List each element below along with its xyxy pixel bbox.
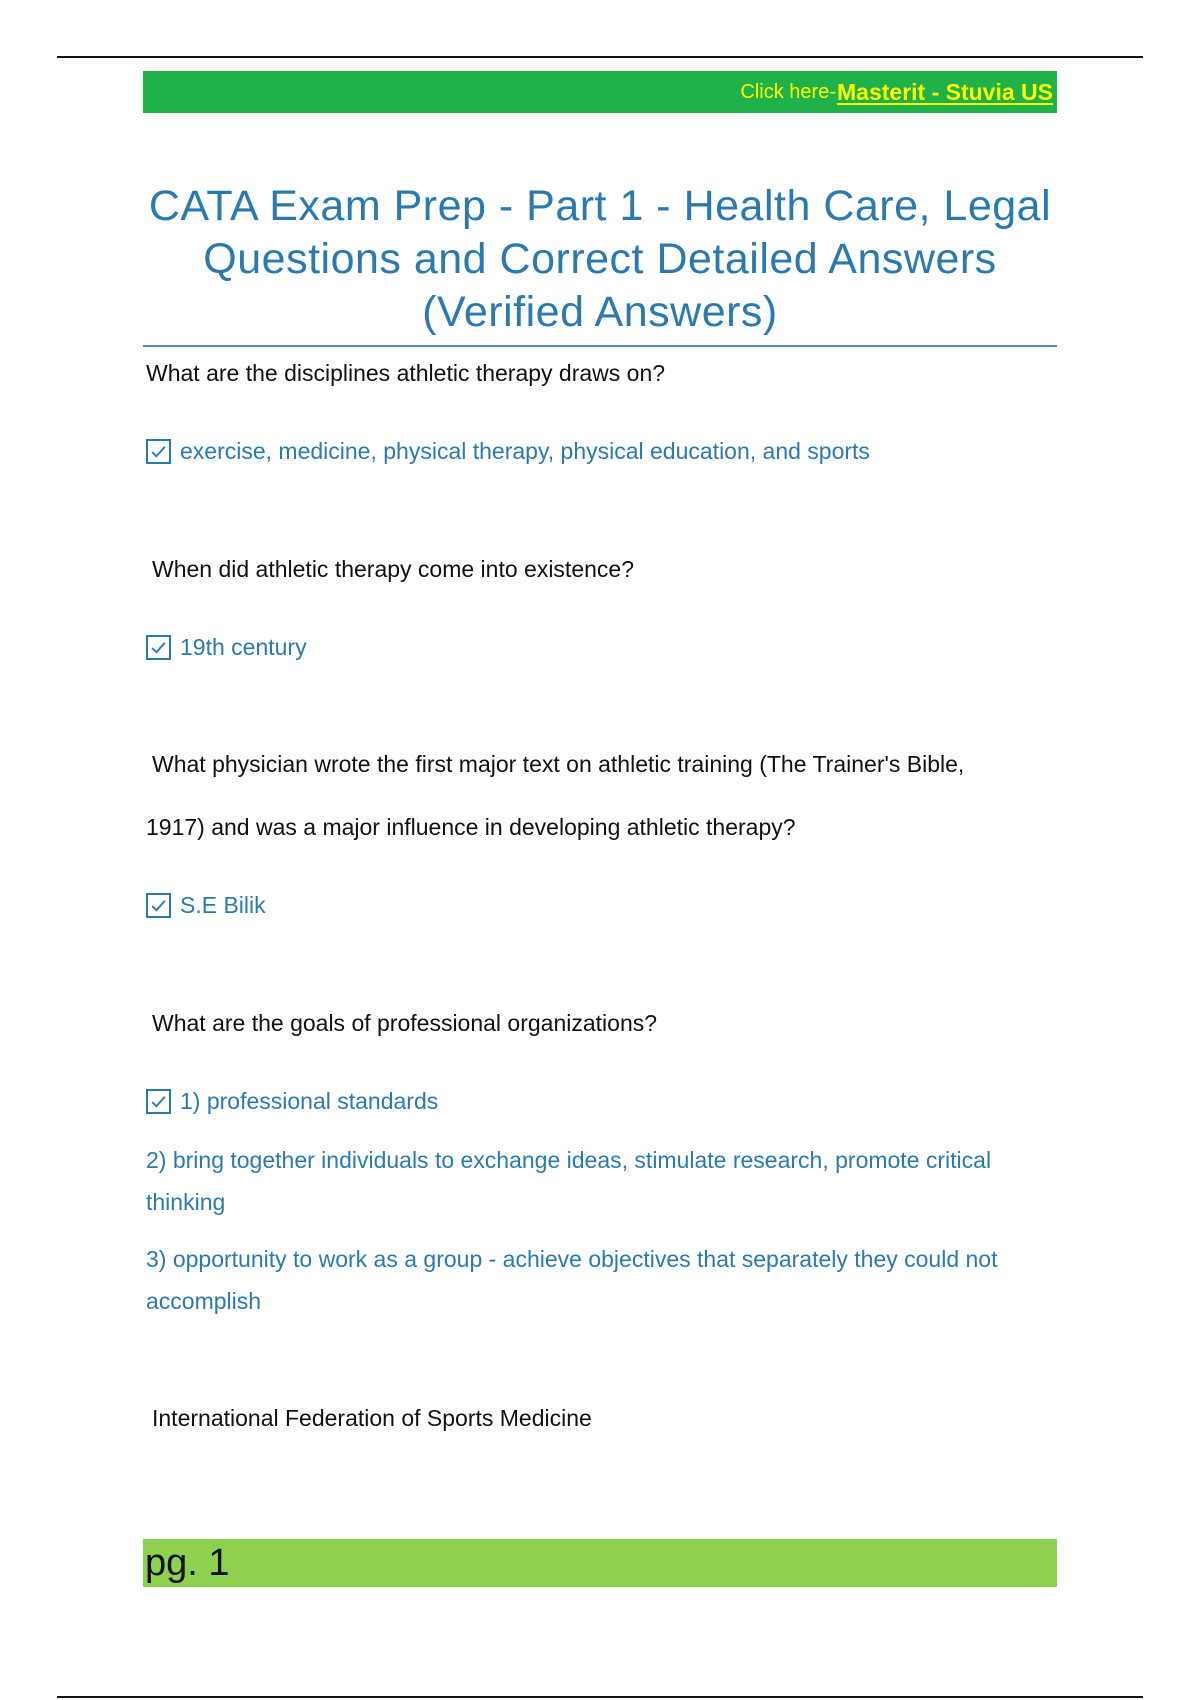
promo-banner	[143, 71, 1057, 113]
answer-4-item-1-text: 1) professional standards	[180, 1088, 439, 1114]
title-line-3: (Verified Answers)	[422, 288, 778, 336]
bottom-divider	[57, 1696, 1143, 1698]
masterit-stuvia-link[interactable]: Masterit - Stuvia US	[837, 78, 1053, 105]
answer-4-item-3-line-2: accomplish	[146, 1288, 262, 1314]
banner-prefix: Click here-	[740, 80, 836, 103]
question-3-line-1: What physician wrote the first major text on athletic training (The Trainer's Bible,	[152, 751, 965, 777]
checkbox-checked-icon	[146, 1089, 171, 1114]
answer-1	[146, 438, 870, 465]
answer-3	[146, 892, 266, 919]
answer-4-item-3-line-1: 3) opportunity to work as a group - achieve objectives that separately they could not	[146, 1246, 998, 1272]
checkbox-checked-icon	[146, 439, 171, 464]
answer-2	[146, 634, 307, 661]
page-footer-bar	[143, 1539, 1057, 1587]
answer-4-item-2-line-1: 2) bring together individuals to exchange ideas, stimulate research, promote critical	[146, 1147, 992, 1173]
question-3-line-2: 1917) and was a major influence in developing athletic therapy?	[146, 814, 796, 840]
answer-1-text: exercise, medicine, physical therapy, physical education, and sports	[180, 438, 870, 464]
title-line-1: CATA Exam Prep - Part 1 - Health Care, Legal	[148, 182, 1052, 230]
question-5: International Federation of Sports Medicine	[152, 1405, 592, 1431]
answer-2-text: 19th century	[180, 634, 307, 660]
answer-4-item-1	[146, 1088, 438, 1115]
question-1: What are the disciplines athletic therapy draws on?	[146, 360, 666, 386]
top-divider	[57, 56, 1143, 58]
document-title	[143, 180, 1057, 339]
answer-4-item-2-line-2: thinking	[146, 1189, 226, 1215]
question-4: What are the goals of professional organizations?	[152, 1010, 658, 1036]
title-underline	[143, 345, 1057, 347]
checkbox-checked-icon	[146, 635, 171, 660]
question-2: When did athletic therapy come into existence?	[152, 556, 634, 582]
checkbox-checked-icon	[146, 893, 171, 918]
page-number: pg. 1	[145, 1541, 230, 1584]
answer-3-text: S.E Bilik	[180, 892, 266, 918]
title-line-2: Questions and Correct Detailed Answers	[203, 235, 997, 283]
